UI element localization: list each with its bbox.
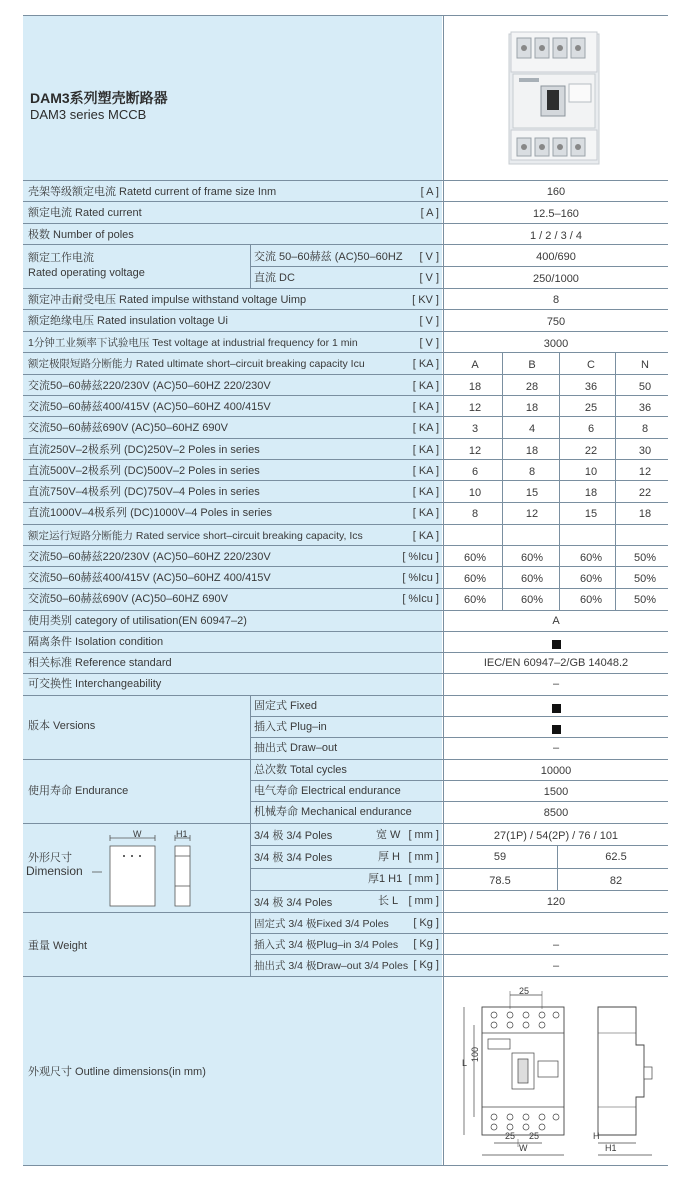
frame-size-label: 壳架等级额定电流 Ratetd current of frame size Inm xyxy=(28,186,277,198)
weight-fixed-label: 固定式 3/4 极Fixed 3/4 Poles xyxy=(254,918,389,930)
rule xyxy=(250,890,668,891)
ics-value: 60% xyxy=(463,573,487,585)
icu-row-label: 直流250V–2极系列 (DC)250V–2 Poles in series xyxy=(28,444,260,456)
interchange-label: 可交换性 Interchangeability xyxy=(28,678,162,690)
h1-unit: [ mm ] xyxy=(408,873,439,885)
ics-value: 60% xyxy=(463,594,487,606)
length-label: 长 L xyxy=(378,895,399,907)
rule xyxy=(23,438,668,439)
ics-row-label: 交流50–60赫兹220/230V (AC)50–60HZ 220/230V xyxy=(28,551,271,563)
rule xyxy=(23,374,668,375)
rule xyxy=(23,459,668,460)
ics-value: 60% xyxy=(520,573,544,585)
rule xyxy=(23,223,668,224)
length-poles-label: 3/4 极 3/4 Poles xyxy=(254,897,333,909)
icu-row-unit: [ KA ] xyxy=(412,401,439,413)
mccb-product-image xyxy=(505,28,605,168)
weight-drawout-value: – xyxy=(552,960,560,972)
rule xyxy=(23,823,668,824)
h1-value-fixed: 78.5 xyxy=(489,875,511,887)
endurance-label: 使用寿命 Endurance xyxy=(28,785,129,797)
rule xyxy=(250,780,668,781)
icu-value: 10 xyxy=(468,487,482,499)
dimension-label-en: Dimension xyxy=(26,864,83,878)
ics-header-label: 额定运行短路分断能力 Rated service short–circuit breaking capacity, Ics xyxy=(28,530,363,542)
height-value-fixed: 59 xyxy=(493,851,507,863)
icu-row-unit: [ KA ] xyxy=(412,486,439,498)
rule xyxy=(23,912,668,913)
version-fixed-label: 固定式 Fixed xyxy=(254,700,317,712)
icu-row-unit: [ KA ] xyxy=(412,507,439,519)
icu-row-unit: [ KA ] xyxy=(412,422,439,434)
rule xyxy=(23,480,668,481)
rule xyxy=(250,954,668,955)
width-value: 27(1P) / 54(2P) / 76 / 101 xyxy=(493,830,619,842)
sketch-w-label: W xyxy=(133,829,142,839)
weight-drawout-label: 抽出式 3/4 极Draw–out 3/4 Poles xyxy=(254,960,409,972)
icu-header-label: 额定极限短路分断能力 Rated ultimate short–circuit breaking capacity Icu xyxy=(28,358,365,370)
rule xyxy=(559,352,560,610)
outline-label: 外观尺寸 Outline dimensions(in mm) xyxy=(28,1066,206,1078)
icu-value: 8 xyxy=(641,423,649,435)
weight-label: 重量 Weight xyxy=(28,940,88,952)
ics-row-label: 交流50–60赫兹400/415V (AC)50–60HZ 400/415V xyxy=(28,572,271,584)
category-label: 使用类别 category of utilisation(EN 60947–2) xyxy=(28,615,247,627)
rule xyxy=(443,15,444,1165)
height-value-drawout: 62.5 xyxy=(605,851,627,863)
version-plugin-label: 插入式 Plug–in xyxy=(254,721,327,733)
ics-value: 50% xyxy=(633,573,657,585)
op-voltage-label-en: Rated operating voltage xyxy=(28,267,145,279)
col-b-header: B xyxy=(528,359,536,371)
icu-row-label: 直流500V–2极系列 (DC)500V–2 Poles in series xyxy=(28,465,260,477)
icu-value: 15 xyxy=(525,487,539,499)
icu-row-label: 直流1000V–4极系列 (DC)1000V–4 Poles in series xyxy=(28,507,272,519)
rule xyxy=(615,352,616,610)
insulation-unit: [ V ] xyxy=(419,315,439,327)
icu-value: 22 xyxy=(584,445,598,457)
poles-label: 极数 Number of poles xyxy=(28,229,134,241)
icu-value: 15 xyxy=(584,508,598,520)
impulse-unit: [ KV ] xyxy=(412,294,439,306)
rule xyxy=(23,1165,668,1166)
ics-row-label: 交流50–60赫兹690V (AC)50–60HZ 690V xyxy=(28,593,228,605)
outline-drawing xyxy=(458,985,668,1163)
op-voltage-dc-label: 直流 DC xyxy=(254,272,295,284)
width-poles-label: 3/4 极 3/4 Poles xyxy=(254,830,333,842)
rule xyxy=(23,610,668,611)
sketch-h1-label: H1 xyxy=(176,829,188,839)
test-voltage-unit: [ V ] xyxy=(419,337,439,349)
weight-plugin-unit: [ Kg ] xyxy=(413,938,439,950)
outline-dim-25a: 25 xyxy=(505,1131,516,1141)
dimension-sketch xyxy=(90,828,210,908)
ics-value: 60% xyxy=(579,552,603,564)
icu-value: 12 xyxy=(638,466,652,478)
total-cycles-label: 总次数 Total cycles xyxy=(254,764,347,776)
width-unit: [ mm ] xyxy=(408,829,439,841)
ics-value: 50% xyxy=(633,552,657,564)
rated-current-label: 额定电流 Rated current xyxy=(28,207,142,219)
electrical-endurance-value: 1500 xyxy=(543,786,569,798)
icu-value: 4 xyxy=(528,423,536,435)
dimension-label-cn: 外形尺寸 xyxy=(28,852,72,864)
ics-header-unit: [ KA ] xyxy=(412,530,439,542)
h1-label: 厚1 H1 xyxy=(368,873,403,885)
icu-value: 22 xyxy=(638,487,652,499)
ics-row-unit: [ %Icu ] xyxy=(402,551,439,563)
rule xyxy=(23,201,668,202)
rule xyxy=(23,566,668,567)
rule xyxy=(23,652,668,653)
op-voltage-dc-value: 250/1000 xyxy=(533,273,579,285)
weight-plugin-label: 插入式 3/4 极Plug–in 3/4 Poles xyxy=(254,939,399,951)
icu-value: 18 xyxy=(525,445,539,457)
rule xyxy=(23,502,668,503)
weight-plugin-value: – xyxy=(552,939,560,951)
rule xyxy=(23,695,668,696)
standard-value: IEC/EN 60947–2/GB 14048.2 xyxy=(483,657,629,669)
rule xyxy=(557,845,558,890)
op-voltage-label-cn: 额定工作电流 xyxy=(28,252,94,264)
outline-dim-L: L xyxy=(462,1058,468,1068)
icu-value: 30 xyxy=(638,445,652,457)
title-en: DAM3 series MCCB xyxy=(30,107,147,122)
version-drawout-value: – xyxy=(552,742,560,754)
rule xyxy=(23,545,668,546)
weight-fixed-unit: [ Kg ] xyxy=(413,917,439,929)
outline-dim-100: 100 xyxy=(470,1046,480,1062)
icu-value: 18 xyxy=(525,402,539,414)
electrical-endurance-label: 电气寿命 Electrical endurance xyxy=(254,785,401,797)
h1-value-drawout: 82 xyxy=(609,875,623,887)
rule xyxy=(250,244,251,288)
ics-value: 60% xyxy=(579,573,603,585)
outline-dim-W: W xyxy=(519,1143,528,1153)
impulse-label: 额定冲击耐受电压 Rated impulse withstand voltage Uimp xyxy=(28,294,307,306)
ics-value: 60% xyxy=(520,552,544,564)
icu-header-unit: [ KA ] xyxy=(412,358,439,370)
rated-current-value: 12.5–160 xyxy=(533,208,579,220)
title-cn: DAM3系列塑壳断路器 xyxy=(30,90,168,106)
mechanical-endurance-label: 机械寿命 Mechanical endurance xyxy=(254,806,412,818)
total-cycles-value: 10000 xyxy=(540,765,572,777)
height-label: 厚 H xyxy=(378,851,400,863)
rule xyxy=(23,976,668,977)
icu-value: 6 xyxy=(587,423,595,435)
icu-value: 18 xyxy=(468,381,482,393)
icu-row-label: 交流50–60赫兹400/415V (AC)50–60HZ 400/415V xyxy=(28,401,271,413)
icu-value: 3 xyxy=(471,423,479,435)
height-unit: [ mm ] xyxy=(408,851,439,863)
outline-dim-H: H xyxy=(593,1131,600,1141)
icu-row-label: 交流50–60赫兹220/230V (AC)50–60HZ 220/230V xyxy=(28,380,271,392)
rule xyxy=(250,801,668,802)
rule xyxy=(23,524,668,525)
icu-value: 25 xyxy=(584,402,598,414)
insulation-value: 750 xyxy=(546,316,566,328)
rule xyxy=(250,737,668,738)
rule xyxy=(23,331,668,332)
icu-value: 6 xyxy=(471,466,479,478)
rule xyxy=(23,288,668,289)
impulse-value: 8 xyxy=(552,294,560,306)
col-n-header: N xyxy=(641,359,649,371)
icu-value: 12 xyxy=(525,508,539,520)
isolation-label: 隔离条件 Isolation condition xyxy=(28,636,164,648)
rule xyxy=(250,912,251,976)
test-voltage-value: 3000 xyxy=(543,338,569,350)
rule xyxy=(250,266,668,267)
ics-row-unit: [ %Icu ] xyxy=(402,572,439,584)
rule xyxy=(250,695,251,912)
icu-value: 18 xyxy=(584,487,598,499)
ics-value: 60% xyxy=(579,594,603,606)
rule xyxy=(23,180,668,181)
outline-dim-H1: H1 xyxy=(605,1143,617,1153)
rule xyxy=(23,759,668,760)
rule xyxy=(250,845,668,846)
ics-value: 60% xyxy=(520,594,544,606)
icu-row-unit: [ KA ] xyxy=(412,465,439,477)
op-voltage-ac-value: 400/690 xyxy=(536,251,576,263)
rule xyxy=(23,15,668,16)
op-voltage-dc-unit: [ V ] xyxy=(419,272,439,284)
rule xyxy=(23,588,668,589)
icu-value: 50 xyxy=(638,381,652,393)
version-drawout-label: 抽出式 Draw–out xyxy=(254,742,338,754)
icu-value: 28 xyxy=(525,381,539,393)
icu-value: 12 xyxy=(468,445,482,457)
icu-value: 8 xyxy=(528,466,536,478)
insulation-label: 额定绝缘电压 Rated insulation voltage Ui xyxy=(28,315,228,327)
width-label: 宽 W xyxy=(376,829,401,841)
ics-value: 50% xyxy=(633,594,657,606)
rule xyxy=(502,352,503,610)
op-voltage-ac-unit: [ V ] xyxy=(419,251,439,263)
rule xyxy=(250,933,668,934)
rule xyxy=(250,868,668,869)
frame-size-value: 160 xyxy=(546,186,566,198)
interchange-value: – xyxy=(552,678,560,690)
weight-drawout-unit: [ Kg ] xyxy=(413,959,439,971)
versions-label: 版本 Versions xyxy=(28,720,96,732)
icu-row-unit: [ KA ] xyxy=(412,380,439,392)
icu-row-label: 直流750V–4极系列 (DC)750V–4 Poles in series xyxy=(28,486,260,498)
rule xyxy=(23,673,668,674)
outline-dim-25b: 25 xyxy=(529,1131,540,1141)
frame-size-unit: [ A ] xyxy=(420,186,439,198)
rule xyxy=(23,416,668,417)
col-a-header: A xyxy=(471,359,479,371)
length-value: 120 xyxy=(546,896,566,908)
op-voltage-ac-label: 交流 50–60赫兹 (AC)50–60HZ xyxy=(254,251,403,263)
ics-row-unit: [ %Icu ] xyxy=(402,593,439,605)
test-voltage-label: 1分钟工业频率下试验电压 Test voltage at industrial frequency for 1 min xyxy=(28,337,358,349)
icu-row-unit: [ KA ] xyxy=(412,444,439,456)
rule xyxy=(23,631,668,632)
mechanical-endurance-value: 8500 xyxy=(543,807,569,819)
icu-value: 12 xyxy=(468,402,482,414)
outline-dim-25-top: 25 xyxy=(519,986,530,996)
rated-current-unit: [ A ] xyxy=(420,207,439,219)
col-c-header: C xyxy=(587,359,595,371)
standard-label: 相关标准 Reference standard xyxy=(28,657,172,669)
icu-value: 36 xyxy=(584,381,598,393)
rule xyxy=(23,352,668,353)
length-unit: [ mm ] xyxy=(408,895,439,907)
height-poles-label: 3/4 极 3/4 Poles xyxy=(254,852,333,864)
rule xyxy=(23,244,668,245)
icu-value: 10 xyxy=(584,466,598,478)
icu-value: 18 xyxy=(638,508,652,520)
poles-value: 1 / 2 / 3 / 4 xyxy=(530,230,582,242)
category-value: A xyxy=(552,615,560,627)
ics-value: 60% xyxy=(463,552,487,564)
icu-value: 8 xyxy=(471,508,479,520)
rule xyxy=(23,395,668,396)
rule xyxy=(250,716,668,717)
rule xyxy=(23,309,668,310)
icu-row-label: 交流50–60赫兹690V (AC)50–60HZ 690V xyxy=(28,422,228,434)
icu-value: 36 xyxy=(638,402,652,414)
